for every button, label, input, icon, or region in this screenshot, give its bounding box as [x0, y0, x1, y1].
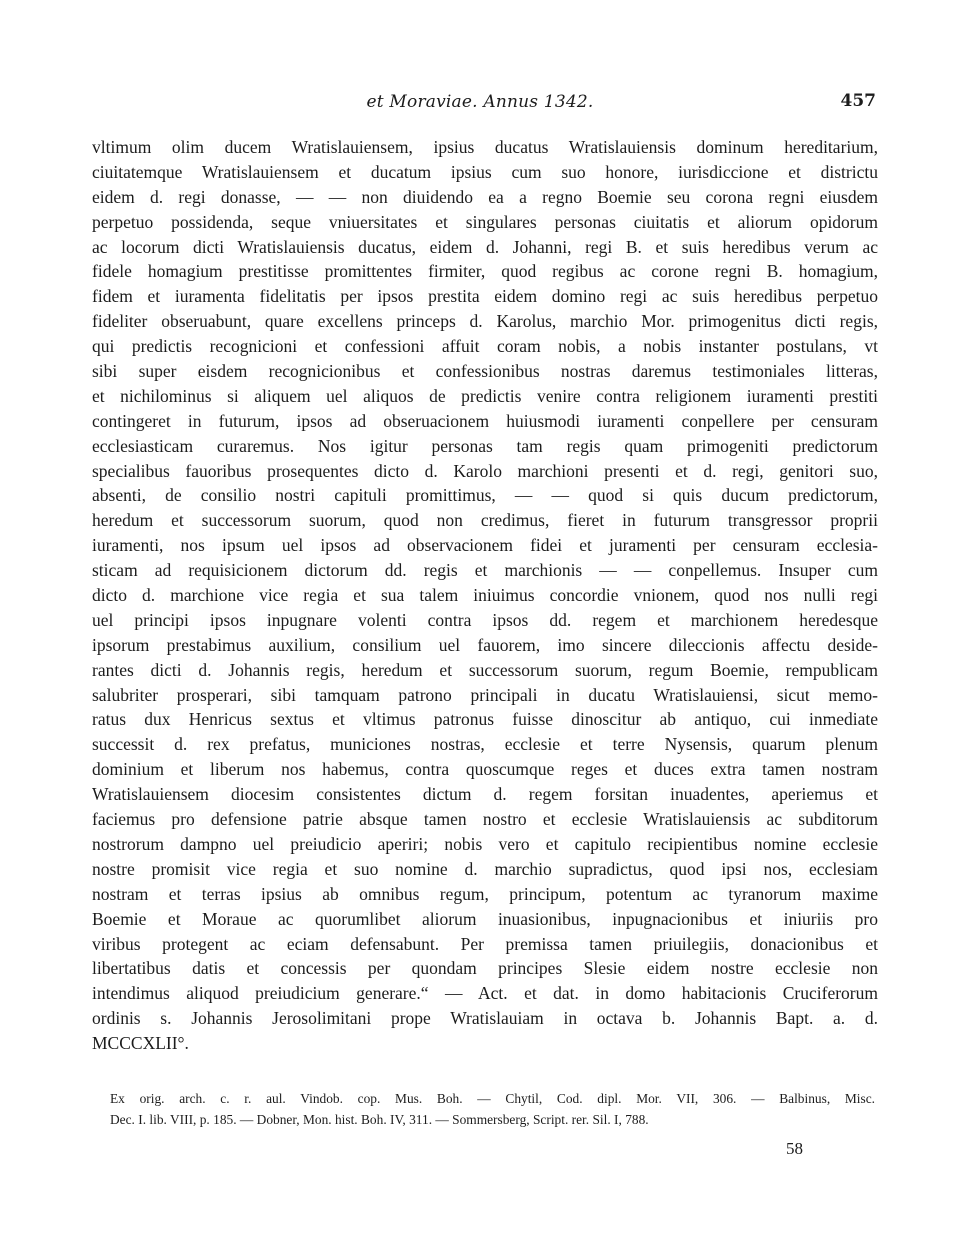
- main-text: [92, 135, 878, 1056]
- text-line: iuramenti, nos ipsum uel ipsos ad observacionem fidei et juramenti per censuram ecclesia-: [92, 535, 878, 556]
- reference-line: Ex orig. arch. c. r. aul. Vindob. cop. Mus. Boh. — Chytil, Cod. dipl. Mor. VII, 306. — Balbinus, Misc.: [110, 1091, 875, 1106]
- source-references: [110, 1088, 875, 1130]
- text-line: absenti, de consilio nostri capituli promittimus, — — quod si quis ducum predictorum,: [92, 485, 878, 506]
- text-line: uel principi ipsos inpugnare volenti contra ipsos dd. regem et marchionem heredesque: [92, 609, 878, 630]
- text-line: faciemus pro defensione patrie absque tamen nostro et ecclesie Wratislauiensis ac subditorum: [92, 809, 878, 830]
- text-line: sibi super eisdem recognicionibus et confessionibus nostras daremus testimoniales litteras,: [92, 361, 878, 382]
- reference-line: Dec. I. lib. VIII, p. 185. — Dobner, Mon. hist. Boh. IV, 311. — Sommersberg, Script. rer. Sil. I, 788.: [110, 1112, 649, 1127]
- text-line: et nichilominus si aliquem uel aliquos de predictis venire contra religionem iuramenti prestiti: [92, 385, 878, 406]
- printer-signature-mark: 58: [786, 1139, 803, 1158]
- text-line: MCCCXLII°.: [92, 1033, 189, 1054]
- text-line: salubriter prosperari, sibi tamquam patrono principali in ducatu Wratislauiensi, sicut memo-: [92, 684, 878, 705]
- text-line: Boemie et Moraue ac quorumlibet aliorum inuasionibus, inpugnacionibus et iniuriis pro: [92, 908, 878, 929]
- text-line: eidem d. regi donasse, — — non diuidendo ea a regno Boemie seu corona regni eiusdem: [92, 186, 878, 207]
- text-line: ordinis s. Johannis Jerosolimitani prope Wratislauiam in octava b. Johannis Bapt. a. d.: [92, 1008, 878, 1029]
- text-line: Wratislauiensem diocesim consistentes dictum d. regem forsitan inuadentes, aperiemus et: [92, 784, 878, 805]
- page-number: 457: [840, 91, 876, 111]
- text-line: nostrorum dampno uel preiudicio aperiri; nobis vero et capitulo recipientibus nomine ecclesie: [92, 833, 878, 854]
- text-line: ciuitatemque Wratislauiensem et ducatum ipsius cum suo honore, iurisdiccione et districtu: [92, 161, 878, 182]
- text-line: ecclesiasticam curaremus. Nos igitur personas tam regis quam primogeniti predictorum: [92, 435, 878, 456]
- text-line: heredum et successorum suorum, quod non credimus, fieret in futurum transgressor proprii: [92, 510, 878, 531]
- text-line: ratus dux Henricus sextus et vltimus patronus fuisse dinoscitur ab antiquo, cui inmediate: [92, 709, 878, 730]
- text-line: ipsorum prestabimus auxilium, consilium uel fauorem, imo sincere dileccionis affectu deside-: [92, 634, 878, 655]
- text-line: fidele homagium prestitisse promittentes firmiter, quod regibus ac corone regni B. homagium,: [92, 261, 878, 282]
- text-line: intendimus aliquod preiudicium generare.“ — Act. et dat. in domo habitacionis Cruciferorum: [92, 983, 878, 1004]
- text-line: sticam ad requisicionem dictorum dd. regis et marchionis — — conpellemus. Insuper cum: [92, 560, 878, 581]
- text-line: ac locorum dicti Wratislauiensis ducatus, eidem d. Johanni, regi B. et suis heredibus verum ac: [92, 236, 878, 257]
- text-line: dominium et liberum nos habemus, contra quoscumque reges et duces extra tamen nostram: [92, 759, 878, 780]
- text-line: nostre promisit vice regia et suo nomine d. marchio supradictus, quod ipsi nos, ecclesiam: [92, 858, 878, 879]
- text-line: contingeret in futurum, ipsos ad obseruacionem huiusmodi iuramenti conpellere per censuram: [92, 410, 878, 431]
- text-line: perpetuo possidenda, seque vniuersitates et singulares personas ciuitatis et aliorum opidorum: [92, 211, 878, 232]
- text-line: vltimum olim ducem Wratislauiensem, ipsius ducatus Wratislauiensis dominum hereditarium,: [92, 137, 878, 157]
- text-line: successit d. rex prefatus, municiones nostras, ecclesie et terre Nysensis, quarum plenum: [92, 734, 878, 755]
- text-line: rantes dicti d. Johannis regis, heredum et successorum suorum, regum Boemie, rempublicam: [92, 659, 878, 680]
- text-line: specialibus fauoribus prosequentes dicto d. Karolo marchioni presenti et d. regi, genitori suo,: [92, 460, 878, 481]
- text-line: viribus protegent ac eciam defensabunt. Per premissa tamen priuilegiis, donacionibus et: [92, 933, 878, 954]
- text-line: fideliter obseruabunt, quare excellens princeps d. Karolus, marchio Mor. primogenitus dicti regis,: [92, 311, 878, 332]
- text-line: dicto d. marchione vice regia et sua talem iniuimus concordie vnionem, quod nos nulli regi: [92, 585, 878, 606]
- text-line: nostram et terras ipsius ab omnibus regum, principum, potentum ac tyranorum maxime: [92, 883, 878, 904]
- text-line: fidem et iuramenta fidelitatis per ipsos prestita eidem domino regi ac suis heredibus perpetuo: [92, 286, 878, 307]
- text-line: qui predictis recognicioni et confessioni affuit coram nobis, a nobis instanter postulans, vt: [92, 336, 878, 357]
- text-line: libertatibus datis et concessis per quondam principes Slesie eidem nostre ecclesie non: [92, 958, 878, 979]
- running-title: et Moraviae. Annus 1342.: [366, 92, 594, 112]
